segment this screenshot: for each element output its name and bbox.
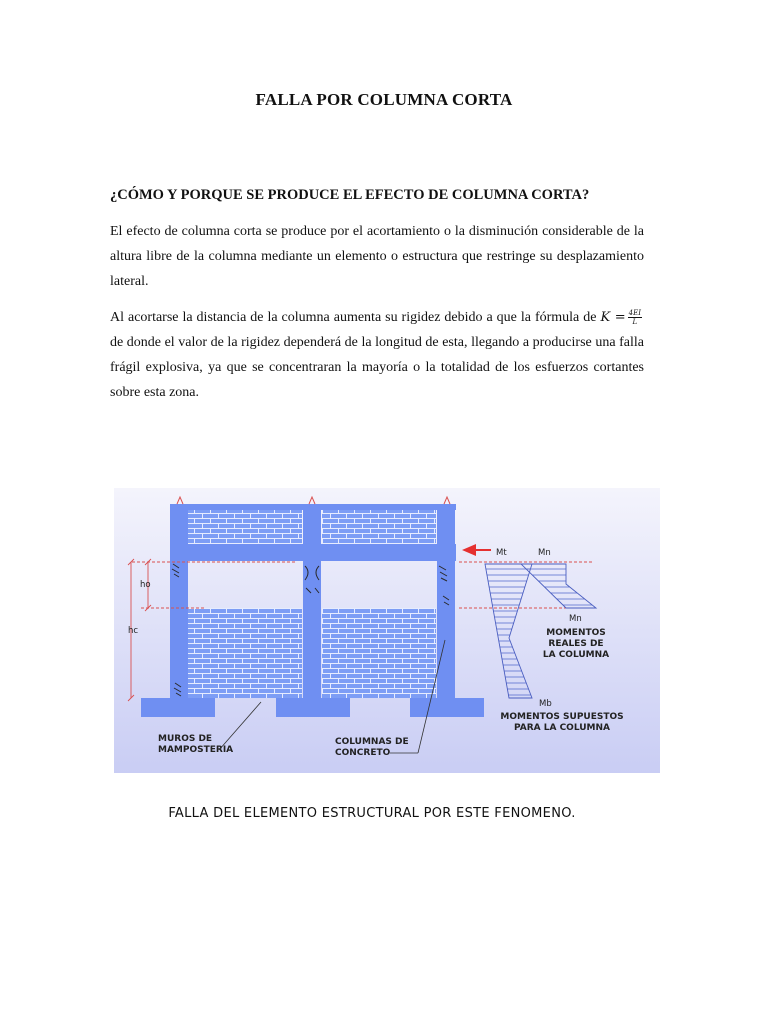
- formula-fraction: [628, 309, 642, 326]
- ho-label: ho: [140, 580, 151, 590]
- formula-lhs: K =: [600, 310, 626, 325]
- paragraph-2: [110, 305, 644, 405]
- stiffness-formula: [600, 310, 644, 325]
- formula-numerator: 4EI: [628, 309, 641, 317]
- svg-text:MAMPOSTERIA: MAMPOSTERIA: [158, 745, 234, 755]
- momentos-supuestos-label: [500, 712, 623, 733]
- paragraph-2-intro: Al acortarse la distancia de la columna aumenta su rigidez debido a que la fórmula de: [110, 310, 597, 325]
- hc-label: hc: [128, 626, 139, 636]
- svg-text:MUROS DE: MUROS DE: [158, 734, 213, 744]
- svg-text:MOMENTOS: MOMENTOS: [546, 628, 606, 638]
- svg-text:REALES DE: REALES DE: [548, 639, 604, 649]
- mt-label: Mt: [496, 548, 507, 558]
- foundation-footings: [141, 698, 484, 717]
- short-column-diagram: [114, 488, 660, 773]
- svg-text:LA COLUMNA: LA COLUMNA: [542, 650, 610, 660]
- section-heading: ¿CÓMO Y PORQUE SE PRODUCE EL EFECTO DE COLUMNA CORTA?: [110, 187, 590, 203]
- mn-bottom-label: Mn: [569, 614, 582, 624]
- mn-top-label: Mn: [538, 548, 551, 558]
- figure-caption: FALLA DEL ELEMENTO ESTRUCTURAL POR ESTE FENOMENO.: [168, 806, 576, 821]
- momentos-reales-label: [543, 628, 609, 660]
- svg-text:COLUMNAS DE: COLUMNAS DE: [335, 737, 409, 747]
- mb-label: Mb: [539, 699, 552, 709]
- paragraph-1: El efecto de columna corta se produce por el acortamiento o la disminución considerable de la altura libre de la columna mediante un elemento o estructura que restringe su desplazamiento lateral.: [110, 224, 644, 289]
- formula-denominator: L: [632, 318, 638, 326]
- paragraph-2-rest: de donde el valor de la rigidez dependerá de la longitud de esta, llegando a producirse una falla frágil explosiva, ya que se concentraran la mayoría o la totalidad de los esfuerzos cortantes sobre esta zona.: [110, 335, 644, 400]
- svg-text:PARA LA COLUMNA: PARA LA COLUMNA: [513, 723, 611, 733]
- svg-text:CONCRETO: CONCRETO: [335, 748, 391, 758]
- page-title: FALLA POR COLUMNA CORTA: [255, 90, 513, 109]
- svg-text:MOMENTOS SUPUESTOS: MOMENTOS SUPUESTOS: [500, 712, 624, 722]
